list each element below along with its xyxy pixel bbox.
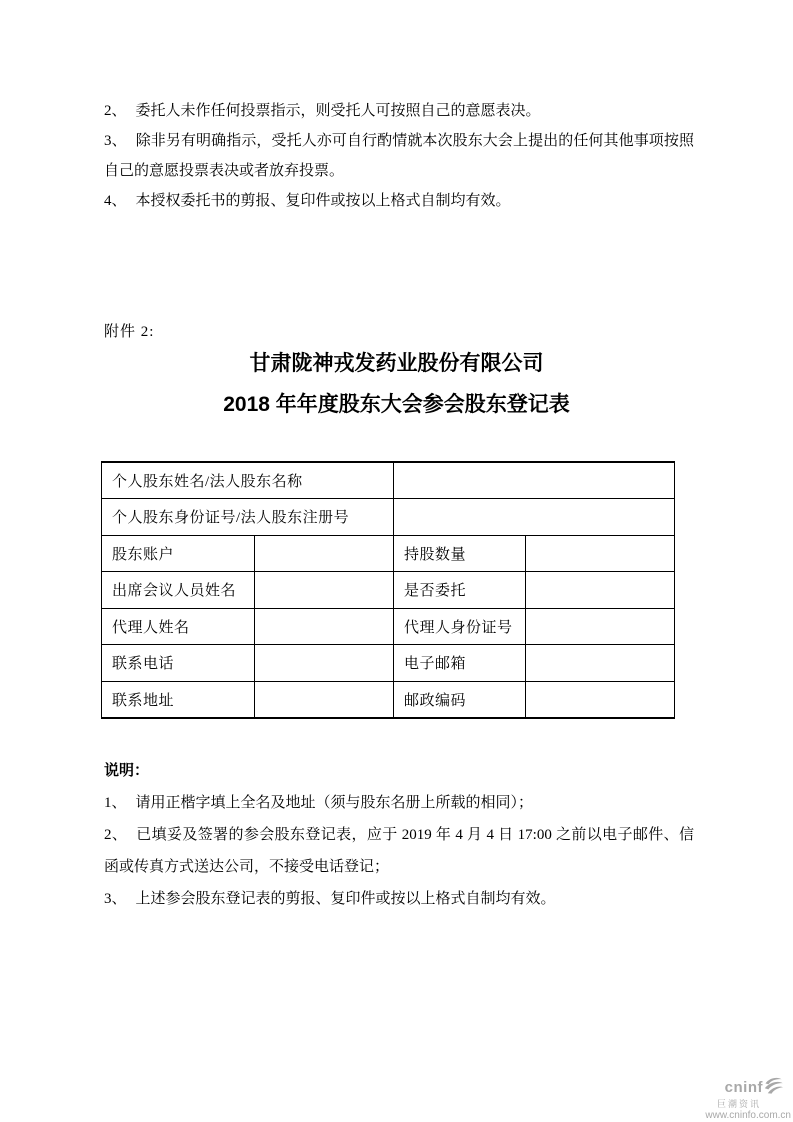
instruction-item bbox=[104, 787, 694, 819]
field-value-is-proxy bbox=[526, 572, 675, 609]
field-label-postcode: 邮政编码 bbox=[394, 681, 526, 718]
field-label-address: 联系地址 bbox=[102, 681, 255, 718]
field-value-agent-id bbox=[526, 608, 675, 645]
instruction-text: 请用正楷字填上全名及地址（须与股东名册上所载的相同）； bbox=[135, 795, 534, 811]
cninfo-watermark bbox=[705, 1077, 791, 1121]
field-value-agent-name bbox=[255, 608, 394, 645]
table-row bbox=[102, 681, 675, 718]
list-number: 2、 bbox=[104, 103, 127, 119]
field-label-email: 电子邮箱 bbox=[394, 645, 526, 682]
table-row bbox=[102, 572, 675, 609]
field-label-agent-id: 代理人身份证号 bbox=[394, 608, 526, 645]
proxy-note-text: 除非另有明确指示，受托人亦可自行酌情就本次股东大会上提出的任何其他事项按照自己的意愿投票表决或者放弃投票。 bbox=[104, 133, 694, 179]
field-value-attendee-name bbox=[255, 572, 394, 609]
field-label-share-account: 股东账户 bbox=[102, 535, 255, 572]
cninfo-url: www.cninfo.com.cn bbox=[705, 1110, 791, 1122]
proxy-note-text: 委托人未作任何投票指示，则受托人可按照自己的意愿表决。 bbox=[135, 103, 541, 119]
field-label-agent-name: 代理人姓名 bbox=[102, 608, 255, 645]
company-title: 甘肃陇神戎发药业股份有限公司 bbox=[249, 352, 544, 375]
instruction-item bbox=[104, 819, 694, 883]
instruction-text: 已填妥及签署的参会股东登记表，应于 2019 年 4 月 4 日 17:00 之前以电子邮件、信函或传真方式送达公司，不接受电话登记； bbox=[104, 827, 694, 875]
list-number: 2、 bbox=[104, 827, 128, 843]
table-row bbox=[102, 535, 675, 572]
proxy-note-item bbox=[104, 186, 694, 216]
list-number: 1、 bbox=[104, 795, 127, 811]
table-row bbox=[102, 462, 675, 499]
proxy-note-text: 本授权委托书的剪报、复印件或按以上格式自制均有效。 bbox=[135, 193, 511, 209]
proxy-note-item bbox=[104, 96, 694, 126]
cninfo-brand-row bbox=[725, 1077, 783, 1099]
table-row bbox=[102, 499, 675, 536]
form-title: 2018 年年度股东大会参会股东登记表 bbox=[223, 393, 570, 416]
field-value-postcode bbox=[526, 681, 675, 718]
field-label-shareholder-name: 个人股东姓名/法人股东名称 bbox=[102, 462, 394, 499]
cninfo-chinese-name: 巨潮资讯 bbox=[716, 1098, 761, 1109]
attachment-label: 附件 2: bbox=[104, 324, 155, 340]
cninfo-brand-text: cninf bbox=[724, 1078, 763, 1096]
list-number: 3、 bbox=[104, 133, 127, 149]
instructions-heading: 说明： bbox=[104, 762, 150, 779]
list-number: 3、 bbox=[104, 891, 127, 907]
field-label-is-proxy: 是否委托 bbox=[394, 572, 526, 609]
field-value-email bbox=[526, 645, 675, 682]
registration-table bbox=[101, 461, 675, 719]
field-value-share-account bbox=[255, 535, 394, 572]
field-value-phone bbox=[255, 645, 394, 682]
cninfo-swirl-icon bbox=[764, 1077, 783, 1099]
list-number: 4、 bbox=[104, 193, 127, 209]
field-value-share-quantity bbox=[526, 535, 675, 572]
table-row bbox=[102, 608, 675, 645]
field-label-phone: 联系电话 bbox=[102, 645, 255, 682]
table-row bbox=[102, 645, 675, 682]
instruction-item bbox=[104, 883, 694, 915]
instructions-section bbox=[104, 755, 694, 915]
proxy-notes-section bbox=[104, 96, 694, 216]
field-value-address bbox=[255, 681, 394, 718]
instruction-text: 上述参会股东登记表的剪报、复印件或按以上格式自制均有效。 bbox=[135, 891, 556, 907]
proxy-note-item bbox=[104, 126, 694, 186]
field-label-share-quantity: 持股数量 bbox=[394, 535, 526, 572]
field-value-shareholder-name bbox=[394, 462, 675, 499]
field-label-id-number: 个人股东身份证号/法人股东注册号 bbox=[102, 499, 394, 536]
field-label-attendee-name: 出席会议人员姓名 bbox=[102, 572, 255, 609]
field-value-id-number bbox=[394, 499, 675, 536]
